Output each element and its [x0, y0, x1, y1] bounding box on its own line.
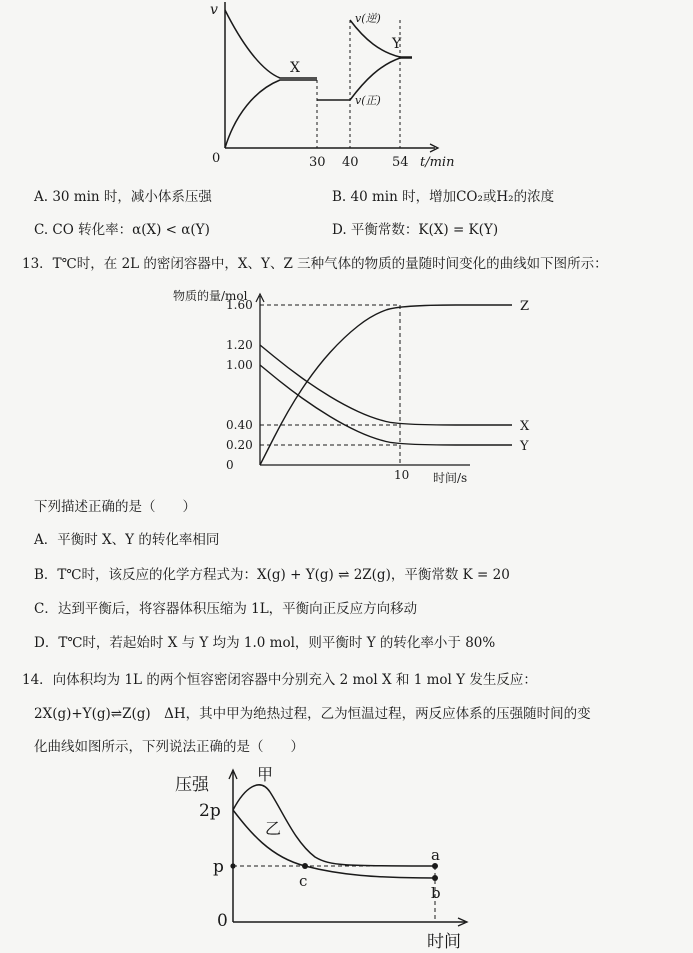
q13-x-label: 时间/s: [433, 471, 468, 485]
q14-curve-yi: [233, 810, 435, 878]
q13-series-label-y: Y: [520, 439, 529, 454]
q12-x-label: t/min: [420, 155, 455, 170]
q13-option-a[interactable]: A．平衡时 X、Y 的转化率相同: [34, 532, 220, 548]
q14-label-yi: 乙: [265, 819, 282, 838]
q12-tick-40: 40: [342, 155, 359, 170]
q13-question: 下列描述正确的是（ ）: [34, 499, 196, 515]
q14-curve-jia: [233, 785, 435, 866]
q12-tick-54: 54: [392, 155, 409, 170]
q13-series-label-x: X: [520, 419, 530, 434]
q13-xtick: 10: [394, 468, 410, 482]
q14-tick-2p: 2p: [199, 801, 221, 821]
q12-point-x: X: [290, 60, 300, 76]
q12-v-reverse-after-40: [350, 20, 412, 57]
q14-equation-line: 2X(g)+Y(g)⇌Z(g) ΔH，其中甲为绝热过程，乙为恒温过程，两反应体系的压强随时间的变: [34, 706, 591, 722]
q12-point-y: Y: [392, 36, 402, 52]
q12-velocity-chart: [180, 0, 480, 170]
q12-option-a[interactable]: A. 30 min 时，减小体系压强: [34, 189, 212, 205]
q12-option-b[interactable]: B. 40 min 时，增加CO₂或H₂的浓度: [332, 189, 555, 205]
q12-forward-rate-curve: [225, 80, 317, 148]
q14-pressure-chart: [165, 762, 495, 952]
q14-tick-0: 0: [217, 911, 228, 931]
q14-x-label: 时间: [427, 932, 461, 952]
q13-option-d[interactable]: D．T℃时，若起始时 X 与 Y 均为 1.0 mol，则平衡时 Y 的转化率小于 80%: [34, 635, 496, 651]
q13-option-b[interactable]: B．T℃时，该反应的化学方程式为：X(g) + Y(g) ⇌ 2Z(g)，平衡常数 K = 20: [34, 567, 510, 583]
q12-tick-30: 30: [309, 155, 326, 170]
q13-amount-chart: [165, 282, 530, 485]
q13-option-c[interactable]: C．达到平衡后，将容器体积压缩为 1L，平衡向正反应方向移动: [34, 601, 418, 617]
q12-origin: 0: [212, 151, 221, 166]
q13-stem: 13．T℃时，在 2L 的密闭容器中，X、Y、Z 三种气体的物质的量随时间变化的曲线如下图所示：: [22, 256, 608, 272]
q13-ytick: 1.60: [226, 298, 253, 312]
q12-option-d[interactable]: D. 平衡常数：K(X) = K(Y): [332, 222, 499, 238]
q14-label-b: b: [431, 884, 441, 902]
q14-question-line: 化曲线如图所示，下列说法正确的是（ ）: [34, 739, 304, 755]
q12-reverse-rate-curve: [225, 10, 317, 78]
q12-label-v-reverse: v(逆): [355, 12, 381, 25]
q13-ytick: 0.20: [226, 438, 253, 452]
q13-series-x: [260, 345, 512, 425]
q14-stem: 14．向体积均为 1L 的两个恒容密闭容器中分别充入 2 mol X 和 1 mol Y 发生反应：: [22, 672, 537, 688]
q13-ytick: 1.00: [226, 358, 253, 372]
q14-label-c: c: [299, 872, 308, 890]
q13-ytick: 0: [226, 458, 234, 472]
q14-y-label: 压强: [175, 775, 209, 795]
q14-label-a: a: [431, 846, 440, 864]
q14-point-b: [432, 875, 438, 881]
q14-point-c: [302, 863, 308, 869]
q13-ytick: 0.40: [226, 418, 253, 432]
q12-label-v-forward: v(正): [355, 94, 381, 107]
q14-tick-p: p: [213, 857, 224, 877]
bleed-through: [30, 38, 56, 75]
q13-series-y: [260, 365, 512, 445]
q12-option-c[interactable]: C. CO 转化率：α(X) < α(Y): [34, 222, 210, 238]
q13-ytick: 1.20: [226, 338, 253, 352]
q14-label-jia: 甲: [257, 765, 274, 784]
q13-y-label: 物质的量/mol: [173, 289, 248, 303]
q12-y-label: v: [210, 2, 218, 18]
q13-series-label-z: Z: [520, 299, 530, 314]
